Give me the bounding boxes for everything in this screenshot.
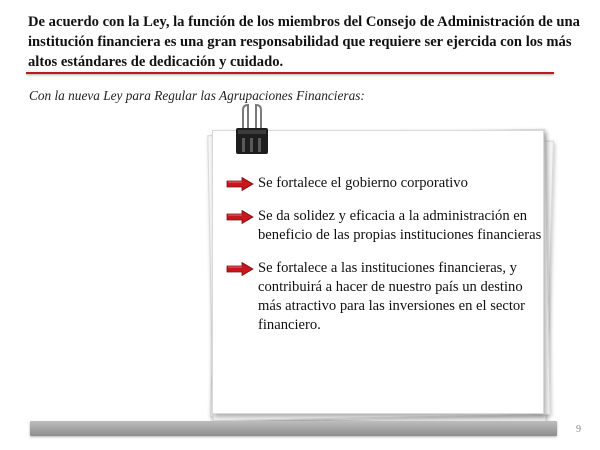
- bullet-item: [226, 207, 544, 245]
- bullet-text: Se da solidez y eficacia a la administración en beneficio de las propias instituciones financieras: [258, 208, 542, 243]
- red-arrow-icon: [226, 210, 254, 224]
- bullet-item: [226, 259, 544, 335]
- slide-subheading: Con la nueva Ley para Regular las Agrupaciones Financieras:: [29, 88, 365, 103]
- red-arrow-icon: [226, 262, 254, 276]
- red-arrow-icon: [226, 177, 254, 191]
- bullet-list: [226, 174, 544, 349]
- binder-clip-icon: [232, 104, 272, 156]
- heading-divider: [26, 72, 554, 74]
- slide-heading: De acuerdo con la Ley, la función de los miembros del Consejo de Administración de una institución financiera es una gran responsabilidad que requiere ser ejercida con los más altos estándares de dedicación y cuidado.: [28, 14, 580, 70]
- bullet-text: Se fortalece el gobierno corporativo: [258, 175, 468, 191]
- bullet-text: Se fortalece a las instituciones financieras, y contribuirá a hacer de nuestro país un destino más atractivo para las inversiones en el sector financiero.: [258, 260, 526, 333]
- footer-bar: [30, 421, 557, 436]
- bullet-item: [226, 174, 544, 193]
- page-number: 9: [576, 424, 581, 435]
